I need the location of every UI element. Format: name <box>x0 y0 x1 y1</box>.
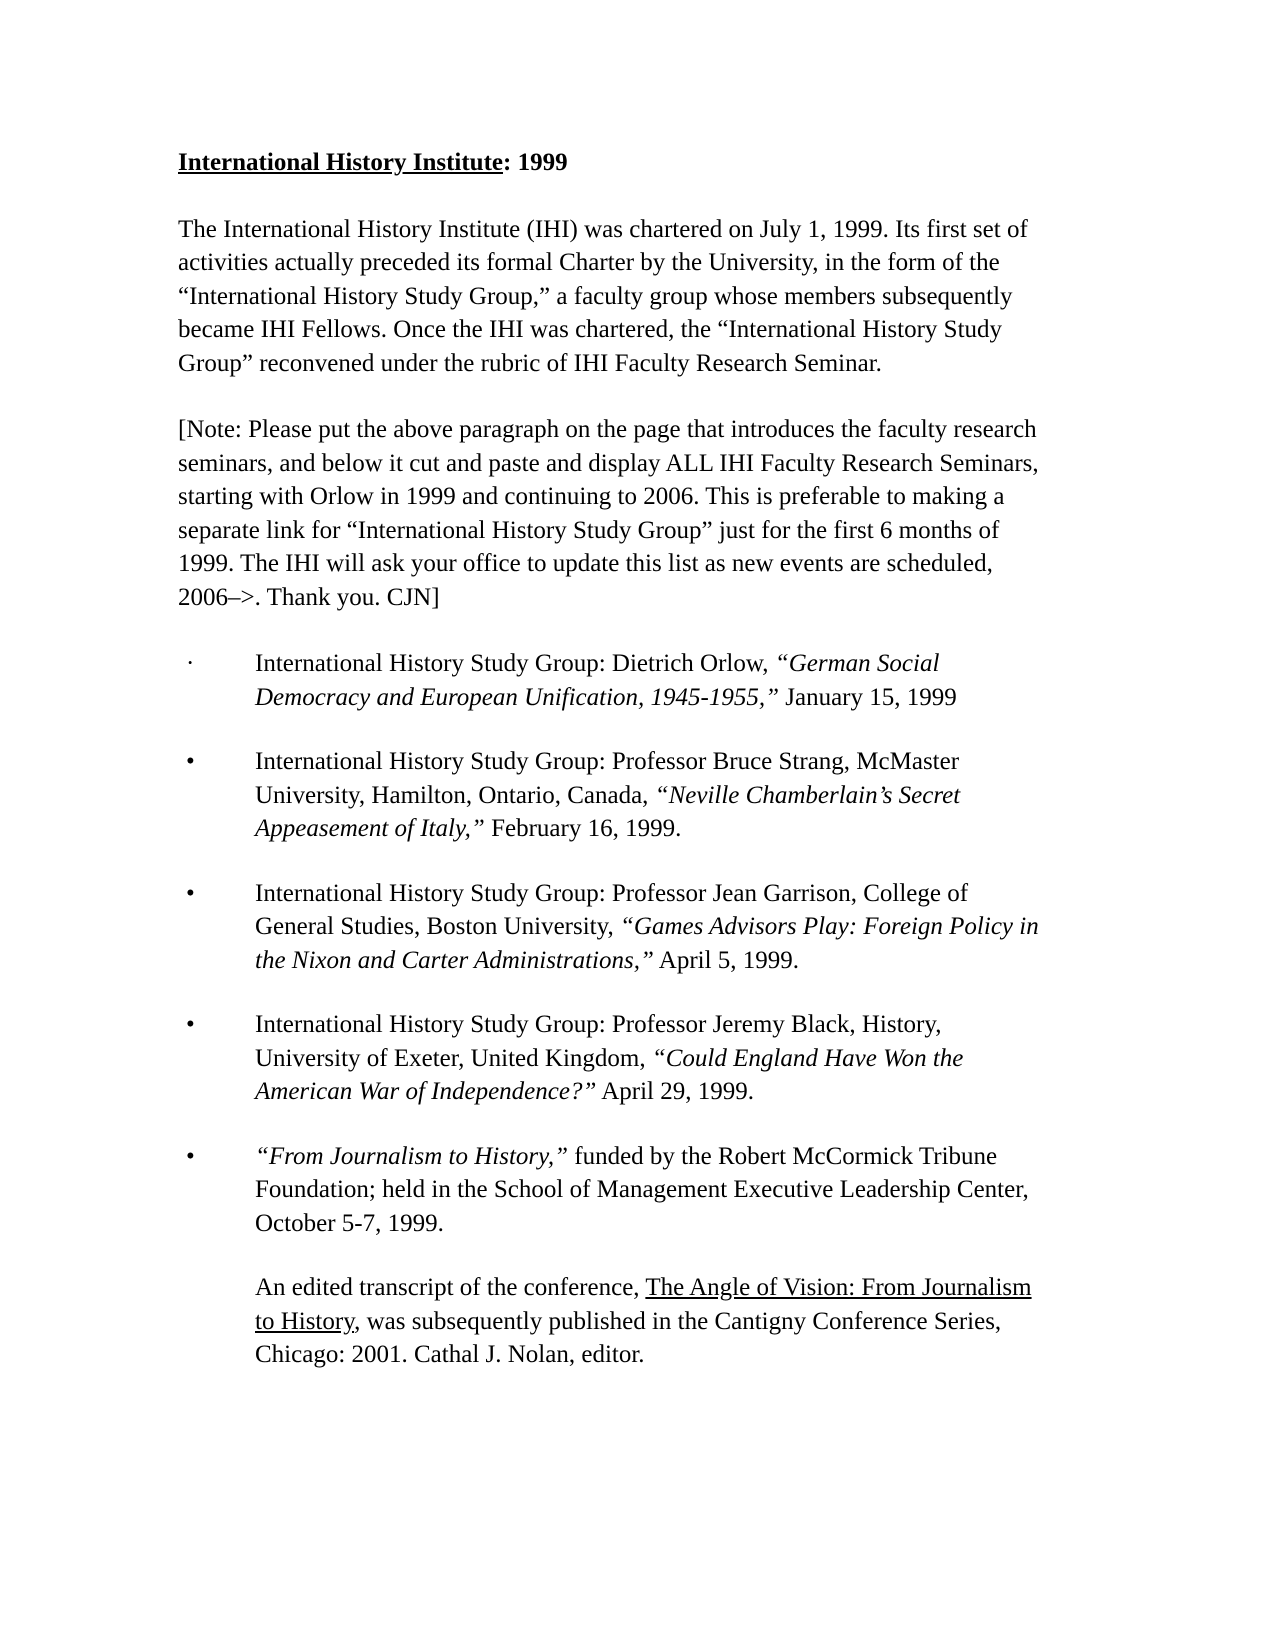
bullet-icon: • <box>186 1011 195 1038</box>
seminar-text-post: funded by the Robert McCormick Tribune Foundation; held in the School of Management Executive Leadership Center, October 5-7, 1999. <box>255 1142 1029 1237</box>
seminar-title: “Neville Chamberlain’s Secret Appeasement of Italy,” <box>255 781 961 842</box>
seminar-text-post: April 5, 1999. <box>653 946 800 974</box>
page-title-suffix: : 1999 <box>503 149 568 176</box>
intro-paragraph: The International History Institute (IHI) was chartered on July 1, 1999. Its first set of activities actually preceded its formal Charter by the University, in the form of the “International History Study Group,” a faculty group whose members subsequently became IHI Fellows. Once the IHI was chartered, the “International History Study Group” reconvened under the rubric of IHI Faculty Research Seminar. <box>178 215 1028 377</box>
seminar-text-pre: International History Study Group: Professor Jean Garrison, College of General Studies, Boston University, <box>255 879 969 940</box>
page-title-main: International History Institute <box>178 149 503 176</box>
seminar-item-strang <box>178 745 1047 846</box>
seminar-item-journalism <box>178 1140 1047 1241</box>
transcript-text-pre: An edited transcript of the conference, <box>255 1274 646 1301</box>
seminar-list <box>178 647 1047 1240</box>
seminar-title: “Could England Have Won the American War of Independence?” <box>255 1044 964 1105</box>
bullet-icon: • <box>186 748 195 775</box>
seminar-item-orlow <box>178 647 1047 714</box>
page-title <box>178 146 1047 180</box>
transcript-book-title: The Angle of Vision: From Journalism to History <box>255 1274 1032 1335</box>
seminar-text-post: April 29, 1999. <box>596 1078 755 1105</box>
seminar-text-pre: International History Study Group: Professor Bruce Strang, McMaster University, Hamilton, Ontario, Canada, <box>255 748 960 809</box>
seminar-text-post: February 16, 1999. <box>484 815 682 842</box>
transcript-paragraph <box>255 1271 1047 1372</box>
bullet-icon: • <box>186 879 195 907</box>
seminar-item-black <box>178 1008 1047 1109</box>
transcript-text-post: , was subsequently published in the Cantigny Conference Series, Chicago: 2001. Cathal J. Nolan, editor. <box>255 1307 1002 1368</box>
seminar-title: “From Journalism to History,” <box>255 1142 569 1170</box>
bullet-icon: · <box>186 650 195 677</box>
seminar-title: “German Social Democracy and European Unification, 1945-1955,” <box>255 650 940 711</box>
seminar-text-post: January 15, 1999 <box>779 683 957 711</box>
seminar-item-garrison <box>178 877 1047 978</box>
bullet-icon: • <box>186 1142 195 1170</box>
seminar-title: “Games Advisors Play: Foreign Policy in the Nixon and Carter Administrations,” <box>255 913 1039 974</box>
seminar-text-pre: International History Study Group: Dietrich Orlow, <box>255 650 775 677</box>
seminar-text-pre: International History Study Group: Professor Jeremy Black, History, University of Exeter, United Kingdom, <box>255 1011 942 1072</box>
note-paragraph: [Note: Please put the above paragraph on the page that introduces the faculty research seminars, and below it cut and paste and display ALL IHI Faculty Research Seminars, starting with Orlow in 1999 and continuing to 2006. This is preferable to making a separate link for “International History Study Group” just for the first 6 months of 1999. The IHI will ask your office to update this list as new events are scheduled, 2006–>. Thank you. CJN] <box>178 416 1039 611</box>
